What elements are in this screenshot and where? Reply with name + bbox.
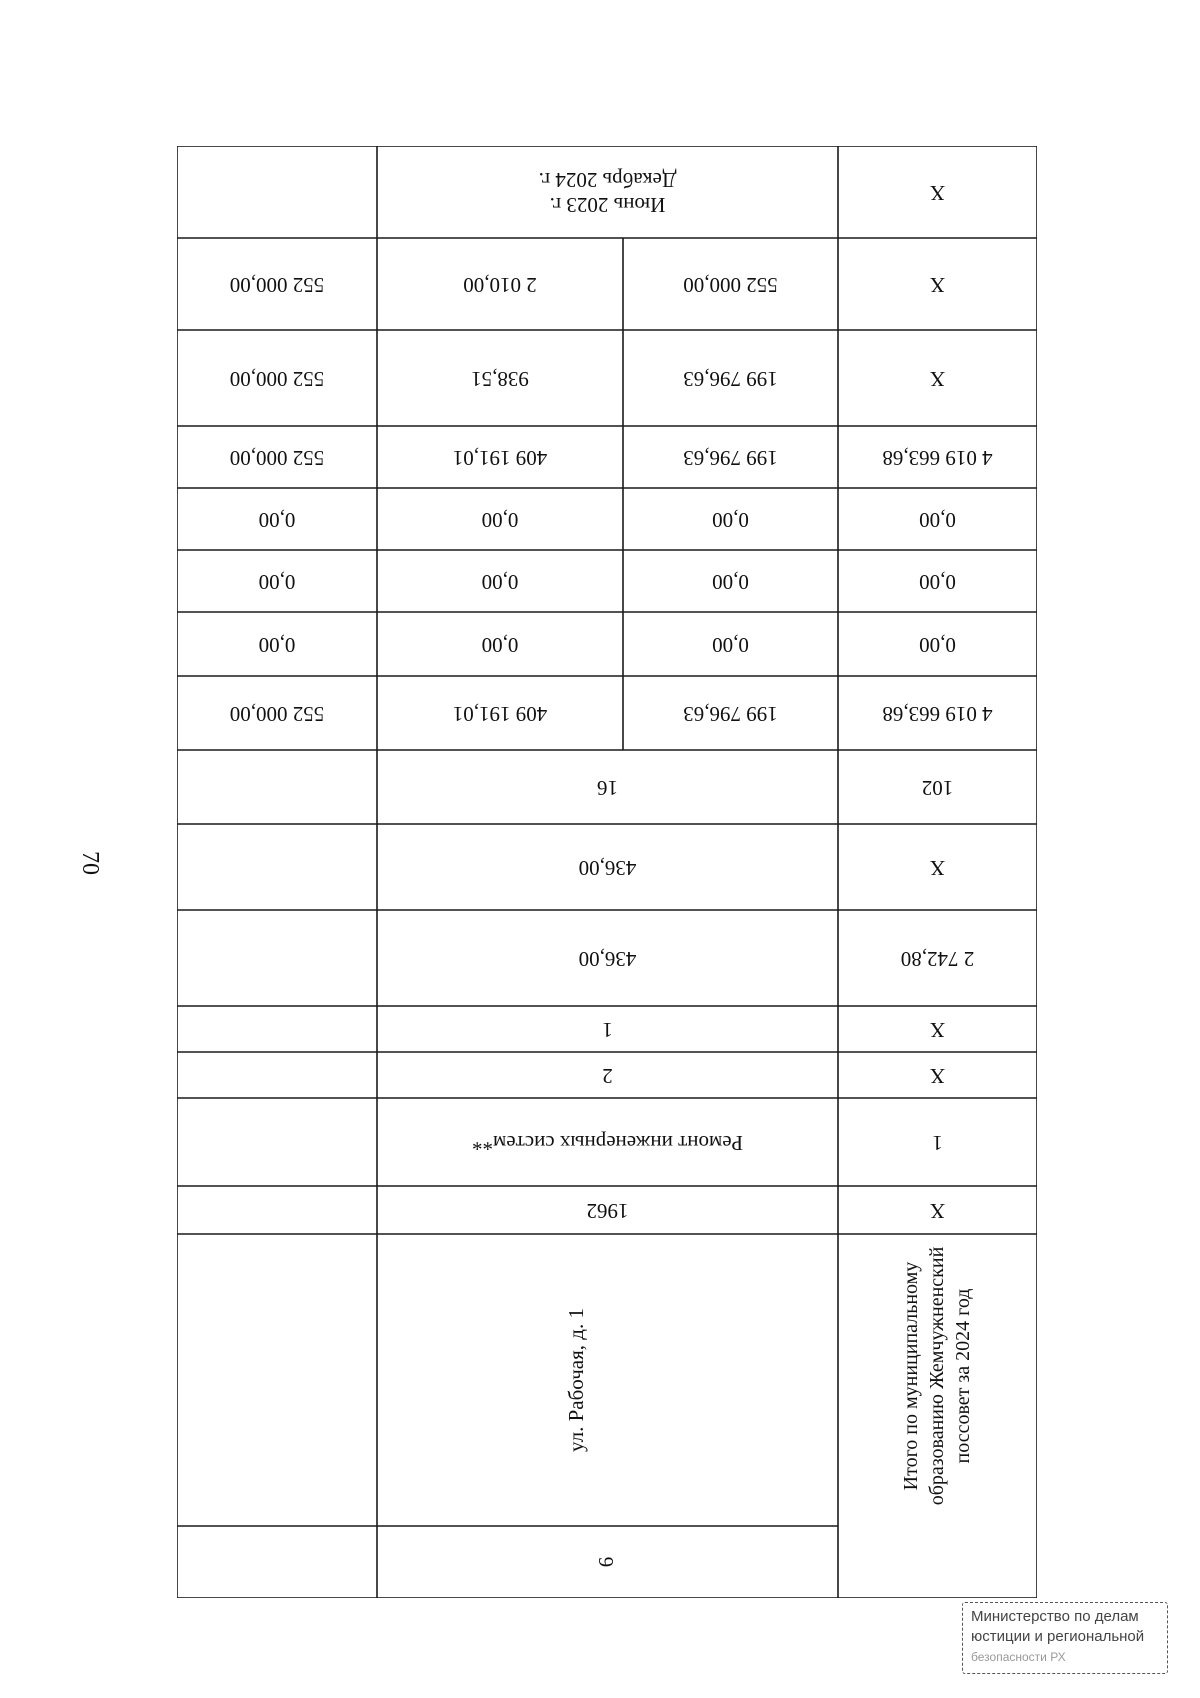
address-cell: ул. Рабочая, д. 1: [564, 1308, 589, 1452]
table-cell: 552 000,00: [229, 445, 325, 470]
table-cell: 0,00: [919, 632, 956, 657]
table-cell: X: [929, 1017, 946, 1042]
table-cell: 552 000,00: [229, 701, 325, 726]
stamp-line: безопасности РХ: [971, 1650, 1066, 1664]
table-cell: 938,51: [471, 366, 529, 391]
table-cell: 0,00: [481, 507, 519, 532]
work-type-cell: Ремонт инженерных систем**: [471, 1130, 744, 1155]
table-cell: 2 742,80: [900, 946, 975, 971]
table-cell: 0,00: [481, 632, 519, 657]
table-cell: 0,00: [919, 507, 956, 532]
table-cell: 552 000,00: [229, 366, 325, 391]
period-start: Июнь 2023 г.: [549, 193, 666, 218]
ministry-stamp: [962, 1602, 1168, 1674]
table-cell: 4 019 663,68: [882, 701, 993, 726]
table-cell: 199 796,63: [683, 701, 778, 726]
year-cell: 1962: [586, 1198, 629, 1223]
total-label: Итого по муниципальному образованию Жемчужненский поссовет за 2024 год: [900, 1246, 974, 1506]
table-cell: 436,00: [578, 946, 637, 971]
table-cell: 409 191,01: [452, 445, 548, 470]
table-cell: 16: [597, 775, 618, 800]
rotated-table: [177, 146, 1037, 1598]
table-cell: 0,00: [712, 507, 749, 532]
table-cell: 0,00: [258, 569, 296, 594]
period-end: Декабрь 2024 г.: [538, 168, 677, 192]
table-cell: 0,00: [712, 632, 749, 657]
table-cell: X: [929, 1063, 946, 1088]
period-cell: [377, 146, 838, 238]
table-cell: X: [929, 1198, 946, 1223]
table-cell: 102: [921, 775, 954, 800]
row-number: 6: [594, 1556, 619, 1568]
table-cell: 552 000,00: [683, 272, 778, 297]
table-cell: 1: [932, 1130, 943, 1155]
stamp-line: юстиции и региональной: [971, 1628, 1145, 1645]
table-cell: 199 796,63: [683, 366, 778, 391]
table-cell: 552 000,00: [229, 272, 325, 297]
table-cell: 0,00: [712, 569, 749, 594]
table-cell: X: [929, 366, 946, 391]
table-cell: 0,00: [258, 507, 296, 532]
table-cell: 4 019 663,68: [882, 445, 993, 470]
table-cell: X: [929, 180, 946, 205]
table-cell: X: [929, 272, 946, 297]
table-cell: 0,00: [481, 569, 519, 594]
table-cell: 199 796,63: [683, 445, 778, 470]
table-cell: 436,00: [578, 855, 637, 880]
page-number: 70: [77, 851, 103, 875]
table-cell: X: [929, 855, 946, 880]
table-cell: 2 010,00: [463, 272, 537, 297]
stamp-line: Министерство по делам: [971, 1608, 1139, 1625]
table-cell: 2: [602, 1063, 613, 1088]
table-cell: 0,00: [258, 632, 296, 657]
table-cell: 1: [602, 1017, 613, 1042]
table-cell: 0,00: [919, 569, 956, 594]
table-cell: 409 191,01: [452, 701, 548, 726]
